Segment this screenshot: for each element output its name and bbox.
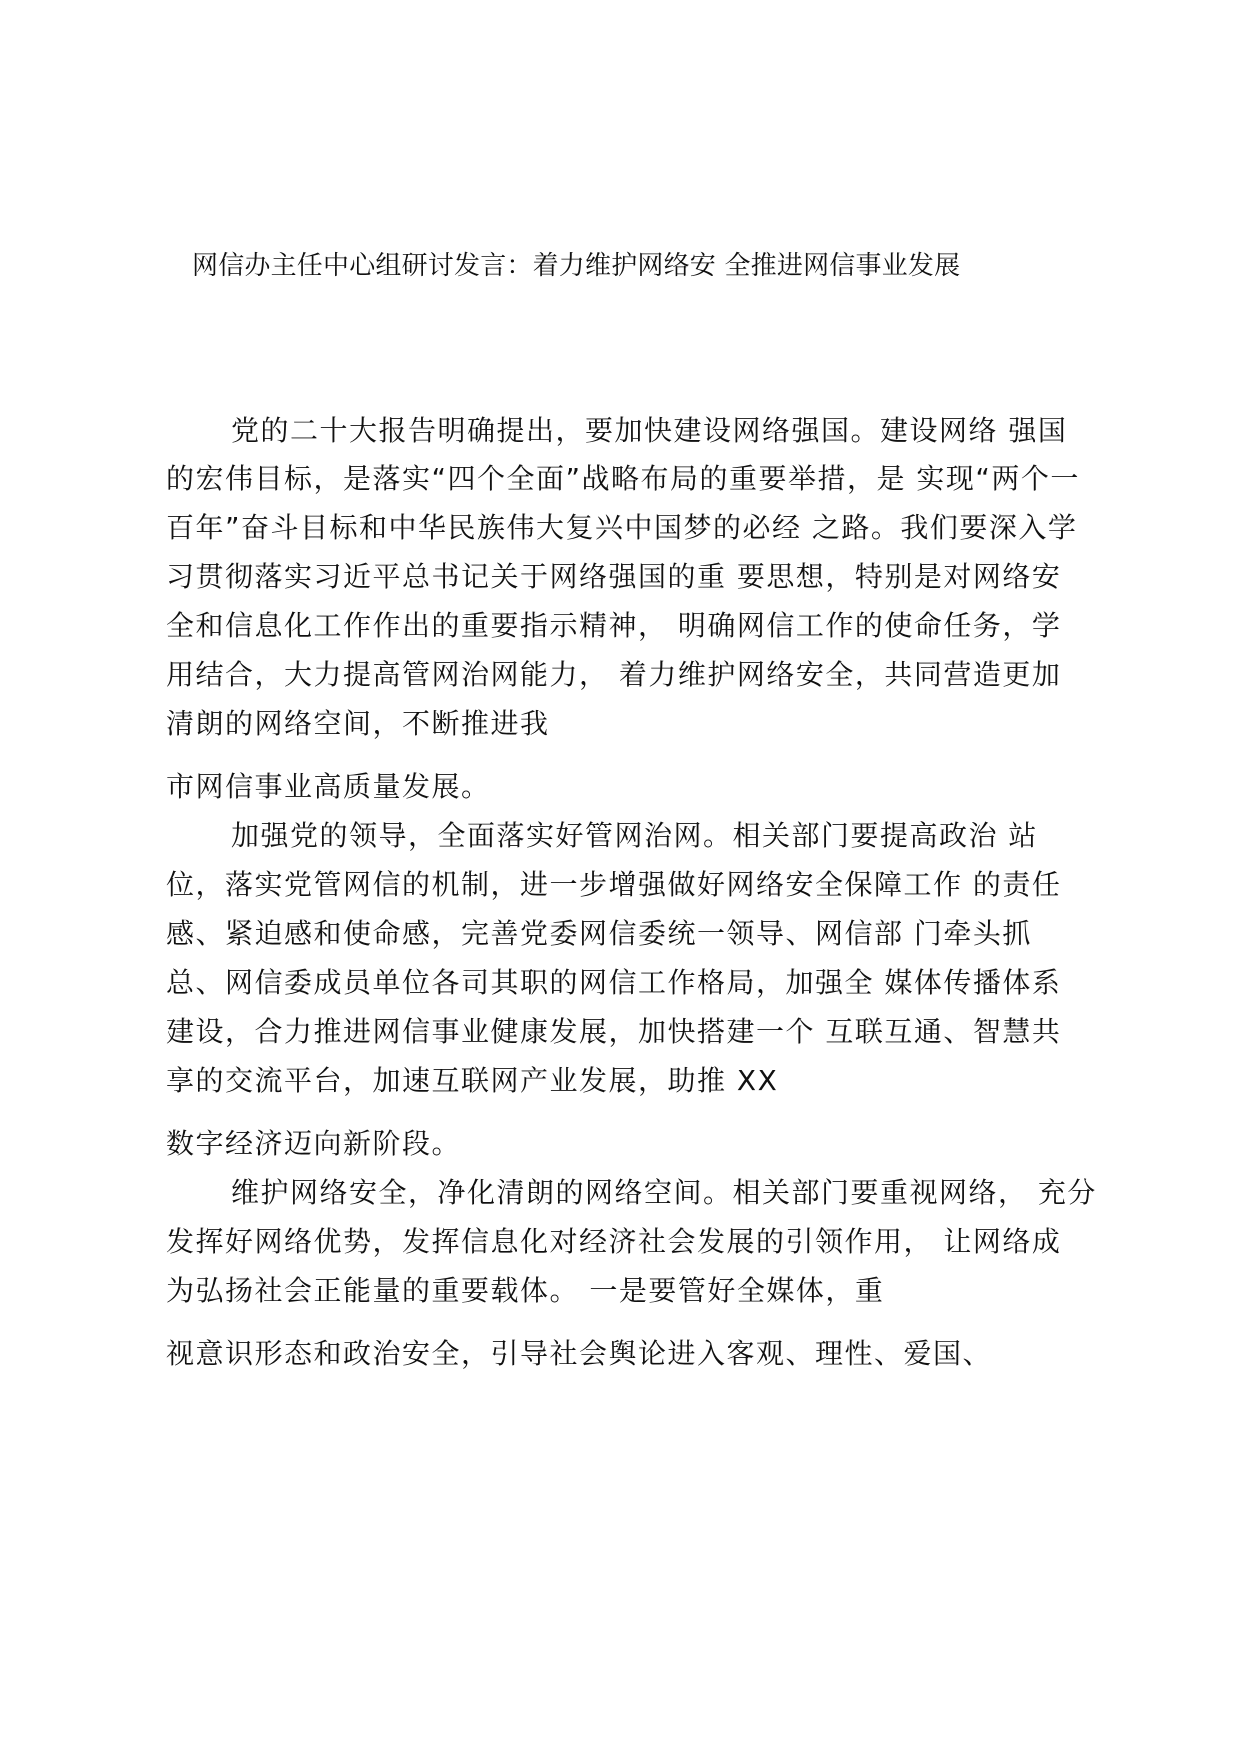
text-line: 的宏伟目标，是落实“四个全面”战略布局的重要举措，是 实现“两个一 <box>166 462 1080 495</box>
text-line: 百年”奋斗目标和中华民族伟大复兴中国梦的必经 之路。我们要深入学 <box>166 511 1078 544</box>
text-line: 习贯彻落实习近平总书记关于网络强国的重 要思想，特别是对网络安 <box>166 560 1062 593</box>
text-line: 位，落实党管网信的机制，进一步增强做好网络安全保障工作 的责任 <box>166 868 1062 901</box>
text-line: 党的二十大报告明确提出，要加快建设网络强国。建设网络 强国 <box>231 414 1068 447</box>
text-line: 为弘扬社会正能量的重要载体。 一是要管好全媒体，重 <box>166 1274 885 1307</box>
document-title: 网信办主任中心组研讨发言：着力维护网络安 全推进网信事业发展 <box>192 251 961 281</box>
text-line: 全和信息化工作作出的重要指示精神， 明确网信工作的使命任务，学 <box>166 609 1062 642</box>
text-line: 建设，合力推进网信事业健康发展，加快搭建一个 互联互通、智慧共 <box>166 1015 1062 1048</box>
text-line: 维护网络安全，净化清朗的网络空间。相关部门要重视网络， 充分 <box>231 1176 1097 1209</box>
text-line: 总、网信委成员单位各司其职的网信工作格局，加强全 媒体传播体系 <box>166 966 1062 999</box>
text-line: 发挥好网络优势，发挥信息化对经济社会发展的引领作用， 让网络成 <box>166 1225 1062 1258</box>
text-line: 视意识形态和政治安全，引导社会舆论进入客观、理性、爱国、 <box>166 1337 993 1370</box>
text-line: 数字经济迈向新阶段。 <box>166 1127 462 1160</box>
text-line: 市网信事业高质量发展。 <box>166 770 491 803</box>
text-line: 享的交流平台，加速互联网产业发展，助推 XX <box>166 1064 779 1097</box>
text-line: 用结合，大力提高管网治网能力， 着力维护网络安全，共同营造更加 <box>166 658 1062 691</box>
text-line: 感、紧迫感和使命感，完善党委网信委统一领导、网信部 门牵头抓 <box>166 917 1032 950</box>
text-line: 加强党的领导，全面落实好管网治网。相关部门要提高政治 站 <box>231 819 1038 852</box>
text-line: 清朗的网络空间，不断推进我 <box>166 707 550 740</box>
